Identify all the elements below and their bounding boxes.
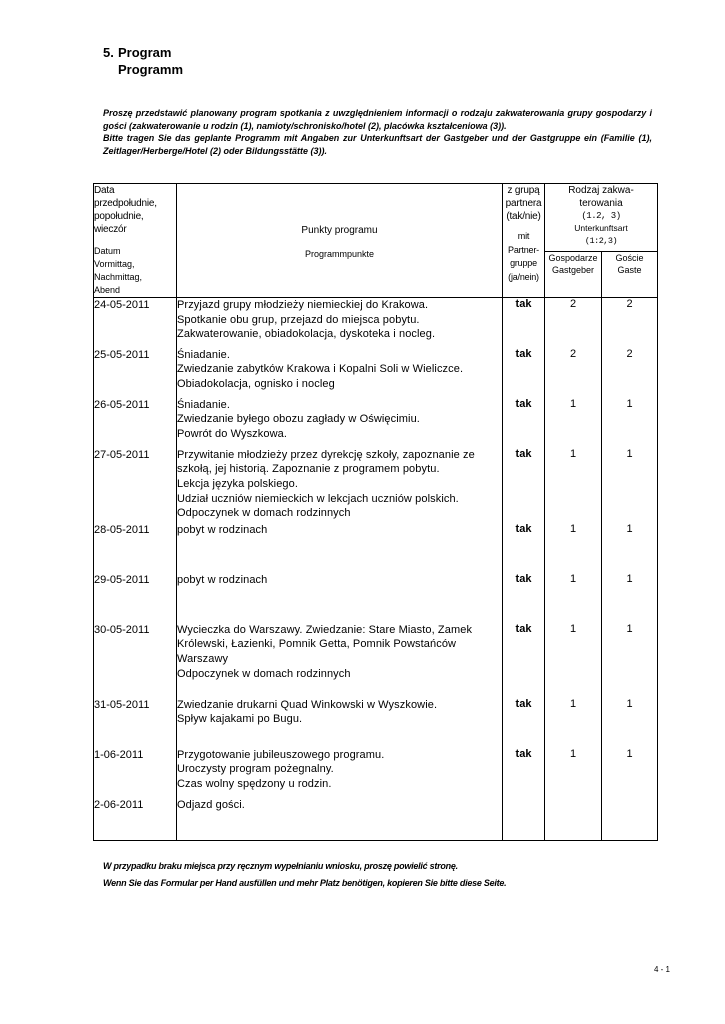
table-row: [94, 298, 658, 348]
header-partner-de-line: mit: [517, 231, 530, 241]
section-title-de: Programm: [118, 62, 184, 77]
row-hosts-accommodation: 1: [545, 398, 602, 448]
row-guests-accommodation: 2: [602, 298, 658, 348]
row-program-line: Śniadanie.: [177, 348, 230, 361]
row-guests-accommodation: 2: [602, 348, 658, 398]
row-program-line: Przywitanie młodzieży przez dyrekcję szkoły, zapoznanie ze: [177, 448, 475, 461]
instructions: [103, 107, 652, 157]
row-program-line: Śniadanie.: [177, 398, 230, 411]
table-row: [94, 523, 658, 573]
header-date-de-line: Datum: [94, 246, 121, 256]
row-hosts-accommodation: 2: [545, 298, 602, 348]
footer-note-de: Wenn Sie das Formular per Hand ausfüllen und mehr Platz benötigen, kopieren Sie bitte diese Seite.: [103, 878, 507, 888]
row-guests-accommodation: [602, 798, 658, 841]
row-program-line: szkołą, jej historią. Zapoznanie z programem pobytu.: [177, 463, 440, 476]
row-guests-accommodation: 1: [602, 398, 658, 448]
row-guests-accommodation: 1: [602, 698, 658, 748]
row-program-points: [177, 523, 503, 573]
row-program-line: Lekcja języka polskiego.: [177, 477, 299, 490]
header-date-de-line: Nachmittag,: [94, 272, 143, 282]
header-kind-pl-codes: (1.2, 3): [581, 211, 621, 221]
row-with-partner: tak: [503, 348, 545, 398]
section-title: [103, 44, 183, 78]
header-guests-pl: Goście: [615, 253, 644, 263]
row-with-partner: tak: [503, 398, 545, 448]
row-program-line: Zwiedzanie zabytków Krakowa i Kopalni Soli w Wieliczce.: [177, 363, 464, 376]
header-partner-group: [503, 184, 545, 298]
row-with-partner: tak: [503, 523, 545, 573]
row-with-partner: tak: [503, 573, 545, 623]
header-kind-pl-line: terowania: [579, 198, 623, 209]
header-guests-de: Gaste: [617, 265, 642, 275]
row-date: 25-05-2011: [94, 348, 177, 398]
table-row: [94, 698, 658, 748]
row-with-partner: tak: [503, 748, 545, 798]
row-program-line: Przygotowanie jubileuszowego programu.: [177, 748, 385, 761]
footer-note: [103, 858, 663, 892]
table-row: [94, 448, 658, 523]
row-program-points: [177, 573, 503, 623]
header-points-de: Programmpunkte: [304, 249, 375, 259]
section-number: 5.: [103, 45, 114, 60]
header-hosts-pl: Gospodarze: [548, 253, 598, 263]
row-program-points: [177, 748, 503, 798]
header-points-pl: Punkty programu: [301, 225, 378, 236]
row-date: 26-05-2011: [94, 398, 177, 448]
row-program-line: Spływ kajakami po Bugu.: [177, 713, 303, 726]
header-date-pl-line: wieczór: [94, 224, 127, 235]
row-with-partner: tak: [503, 448, 545, 523]
instructions-pl: Proszę przedstawić planowany program spotkania z uwzględnieniem informacji o rodzaju zakwaterowania grupy gospodarzy i gości (zakwaterowanie u rodzin (1), namioty/schronisko/hotel (2), placówka kształceniowa (3)).: [103, 108, 652, 131]
row-hosts-accommodation: 1: [545, 623, 602, 698]
row-hosts-accommodation: 1: [545, 573, 602, 623]
header-hosts: [545, 252, 602, 298]
row-program-line: Zakwaterowanie, obiadokolacja, dyskoteka i nocleg.: [177, 328, 436, 341]
header-hosts-de: Gastgeber: [551, 265, 595, 275]
header-date-pl-line: popołudnie,: [94, 211, 144, 222]
row-guests-accommodation: 1: [602, 748, 658, 798]
instructions-de: Bitte tragen Sie das geplante Programm mit Angaben zur Unterkunftsart der Gastgeber und der Gastgruppe ein (Familie (1), Zeitlager/Herberge/Hotel (2) oder Bildungsstätte (3)).: [103, 133, 652, 156]
row-program-line: Uroczysty program pożegnalny.: [177, 763, 334, 776]
row-date: 27-05-2011: [94, 448, 177, 523]
row-hosts-accommodation: 2: [545, 348, 602, 398]
header-partner-de-line: (ja/nein): [508, 271, 539, 282]
row-guests-accommodation: 1: [602, 448, 658, 523]
row-program-points: [177, 398, 503, 448]
row-program-line: Spotkanie obu grup, przejazd do miejsca pobytu.: [177, 313, 420, 326]
row-with-partner: tak: [503, 623, 545, 698]
header-accommodation-kind: [545, 184, 658, 252]
row-date: 24-05-2011: [94, 298, 177, 348]
header-partner-pl-line: partnera: [505, 198, 542, 209]
row-date: 28-05-2011: [94, 523, 177, 573]
row-hosts-accommodation: 1: [545, 698, 602, 748]
row-guests-accommodation: 1: [602, 573, 658, 623]
header-kind-de-codes: (1:2,3): [584, 235, 618, 246]
row-program-line: Powrót do Wyszkowa.: [177, 427, 288, 440]
row-program-line: Czas wolny spędzony u rodzin.: [177, 777, 332, 790]
row-guests-accommodation: 1: [602, 623, 658, 698]
row-program-line: Zwiedzanie byłego obozu zagłady w Oświęcimiu.: [177, 413, 420, 426]
row-program-line: pobyt w rodzinach: [177, 573, 268, 586]
header-partner-de-line: gruppe: [510, 258, 537, 268]
footer-note-pl: W przypadku braku miejsca przy ręcznym wypełnianiu wniosku, proszę powielić stronę.: [103, 861, 458, 871]
header-date-de-line: Abend: [94, 285, 121, 295]
row-program-line: Odpoczynek w domach rodzinnych: [177, 507, 351, 520]
row-program-line: Warszawy: [177, 652, 229, 665]
header-date: [94, 184, 177, 298]
row-program-points: [177, 448, 503, 523]
table-row: [94, 623, 658, 698]
header-date-pl-line: przedpołudnie,: [94, 198, 157, 209]
row-hosts-accommodation: 1: [545, 448, 602, 523]
row-date: 2-06-2011: [94, 798, 177, 841]
program-table: [93, 183, 658, 841]
row-program-line: Odpoczynek w domach rodzinnych: [177, 667, 351, 680]
row-program-line: Przyjazd grupy młodzieży niemieckiej do Krakowa.: [177, 299, 429, 311]
header-kind-de: Unterkunftsart: [574, 223, 628, 233]
row-with-partner: tak: [503, 698, 545, 748]
table-row: [94, 798, 658, 841]
row-date: 30-05-2011: [94, 623, 177, 698]
header-date-de-line: Vormittag,: [94, 259, 135, 269]
row-date: 31-05-2011: [94, 698, 177, 748]
row-program-points: [177, 348, 503, 398]
row-hosts-accommodation: [545, 798, 602, 841]
program-rows: [94, 298, 658, 841]
header-partner-pl-line: (tak/nie): [506, 211, 541, 222]
header-guests: [602, 252, 658, 298]
row-program-line: Udział uczniów niemieckich w lekcjach uczniów polskich.: [177, 492, 459, 505]
row-program-line: Odjazd gości.: [177, 798, 245, 811]
section-title-pl: Program: [118, 45, 172, 60]
header-partner-pl-line: z grupą: [507, 185, 540, 196]
header-date-pl-line: Data: [94, 185, 115, 196]
row-program-line: Królewski, Łazienki, Pomnik Getta, Pomnik Powstańców: [177, 638, 457, 651]
page-number: 4 - 1: [654, 965, 671, 974]
row-date: 1-06-2011: [94, 748, 177, 798]
header-row: [94, 184, 658, 252]
row-with-partner: tak: [503, 298, 545, 348]
row-program-line: Wycieczka do Warszawy. Zwiedzanie: Stare Miasto, Zamek: [177, 623, 473, 636]
row-program-points: [177, 623, 503, 698]
table-row: [94, 398, 658, 448]
table-row: [94, 573, 658, 623]
row-program-points: [177, 698, 503, 748]
row-program-points: [177, 798, 503, 841]
row-hosts-accommodation: 1: [545, 523, 602, 573]
row-guests-accommodation: 1: [602, 523, 658, 573]
table-row: [94, 348, 658, 398]
row-program-points: [177, 298, 503, 348]
table-row: [94, 748, 658, 798]
row-with-partner: [503, 798, 545, 841]
row-program-line: Zwiedzanie drukarni Quad Winkowski w Wyszkowie.: [177, 698, 438, 711]
header-program-points: [177, 184, 503, 298]
row-program-line: Obiadokolacja, ognisko i nocleg: [177, 377, 335, 390]
row-date: 29-05-2011: [94, 573, 177, 623]
header-kind-pl-line: Rodzaj zakwa-: [568, 185, 634, 196]
row-program-line: pobyt w rodzinach: [177, 523, 268, 536]
row-hosts-accommodation: 1: [545, 748, 602, 798]
header-partner-de-line: Partner-: [508, 244, 539, 255]
